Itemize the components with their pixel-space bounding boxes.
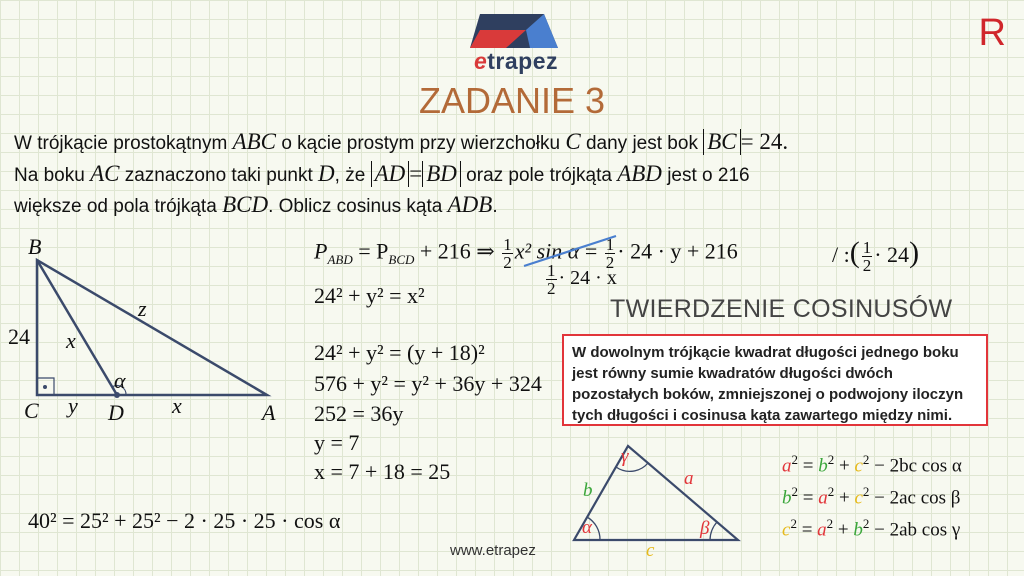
- label-a: A: [262, 400, 276, 425]
- logo-e: e: [473, 48, 488, 74]
- cosine-formula-a: $a^2 = b^2 + c^2 - 2bc$ cos α: [782, 452, 962, 477]
- problem-line-3: większe od pola trójkąta BCD. Oblicz cosinus kąta ADB.: [14, 192, 498, 217]
- logo-text: trapez: [487, 48, 559, 74]
- label-alpha: α: [114, 368, 126, 393]
- theorem-label-c: c: [646, 540, 655, 561]
- theorem-label-b: b: [583, 480, 593, 501]
- problem-line-1: W trójkącie prostokątnym ABC o kącie prostym przy wierzchołku C dany jest bok BC = 24.: [14, 129, 789, 154]
- logo: [466, 12, 566, 76]
- theorem-text: W dowolnym trójkącie kwadrat długości jednego boku jest równy sumie kwadratów długości dwóch pozostałych boków, zmniejszonej o podwojony iloczyn tych długości i cosinusa kąta zawartego między nimi.: [572, 344, 964, 424]
- cosine-formula-b: $b^2 = a^2 + c^2 - 2ac$ cos β: [782, 484, 961, 509]
- label-d: D: [108, 400, 124, 425]
- divide-note: / :( $\frac{1}{2}$ · 24): [832, 236, 920, 276]
- area-equation: $P_{ABD} = P_{BCD} + 216$ ⇒ $\frac{1}{2}$ x² sin α = $\frac{1}{2}$ · 24 · y + 216: [314, 235, 738, 272]
- correction-term: $\frac{1}{2}$ · 24 · x: [547, 261, 617, 298]
- equation-3: 576 + y² = y² + 36y + 324: [314, 371, 542, 396]
- label-x-da: x: [172, 393, 182, 418]
- label-y: y: [68, 393, 78, 418]
- theorem-label-alpha: α: [582, 517, 592, 538]
- segment-bd: [37, 260, 117, 395]
- page-title: ZADANIE 3: [418, 80, 606, 121]
- theorem-label-a: a: [684, 468, 694, 489]
- label-b: B: [28, 234, 42, 259]
- label-x-bd: x: [66, 328, 76, 353]
- equation-2: 24² + y² = (y + 18)²: [314, 340, 485, 365]
- equation-1: 24² + y² = x²: [314, 283, 425, 308]
- problem-line-2: Na boku AC zaznaczono taki punkt D, że AD = BD oraz pole trójkąta ABD jest o 216: [14, 161, 750, 186]
- label-side-24: 24: [8, 324, 30, 349]
- theorem-box: [562, 334, 988, 426]
- triangle-diagram: [0, 230, 300, 430]
- label-c: C: [24, 398, 39, 423]
- label-z: z: [138, 296, 147, 321]
- equation-4: 252 = 36y: [314, 401, 404, 426]
- equation-7: 40² = 25² + 25² − 2 · 25 · 25 · cos α: [28, 508, 341, 533]
- cosine-formula-c: $c^2 = a^2 + b^2 - 2ab$ cos γ: [782, 516, 961, 541]
- website-link[interactable]: www.etrapez: [450, 542, 536, 559]
- logo-trapezoid-icon: [466, 12, 566, 52]
- corner-badge: R: [978, 12, 1006, 54]
- equation-6: x = 7 + 18 = 25: [314, 459, 451, 484]
- theorem-label-gamma: γ: [621, 446, 629, 467]
- equation-5: y = 7: [314, 430, 360, 455]
- theorem-label-beta: β: [700, 518, 710, 539]
- theorem-title: TWIERDZENIE COSINUSÓW: [610, 295, 953, 323]
